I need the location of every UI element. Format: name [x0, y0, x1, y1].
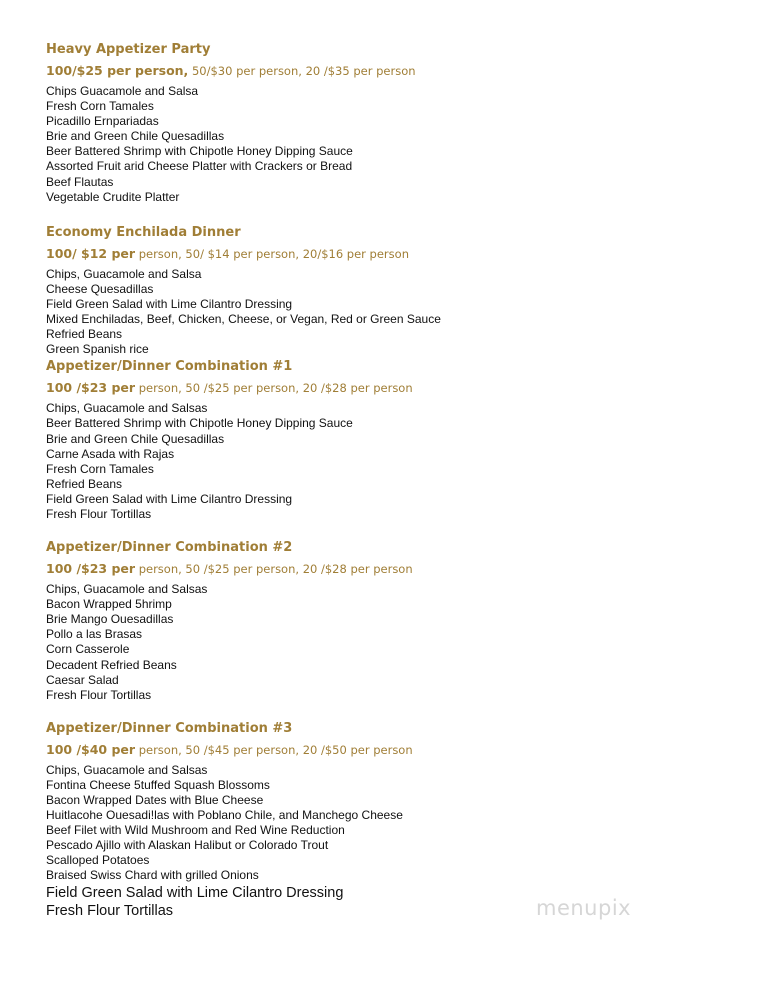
section-title: Appetizer/Dinner Combination #2 — [46, 540, 293, 556]
price-primary: 100/ $12 per — [46, 245, 136, 261]
section-combination-2 — [46, 538, 726, 703]
menu-item: Chips, Guacamole and Salsas — [46, 401, 208, 416]
section-title: Economy Enchilada Dinner — [46, 224, 241, 240]
menu-item: Field Green Salad with Lime Cilantro Dressing — [46, 884, 344, 901]
menu-item: Green Spanish rice — [46, 342, 149, 357]
price-other: person, 50 /$45 per person, 20 /$50 per person — [135, 742, 413, 757]
section-economy-enchilada-dinner — [46, 223, 726, 358]
menu-item-list — [46, 582, 726, 703]
menu-item: Brie and Green Chile Quesadillas — [46, 431, 225, 446]
price-primary: 100 /$40 per — [46, 741, 136, 757]
section-combination-1 — [46, 357, 726, 522]
price-line — [46, 558, 726, 580]
menu-item: Braised Swiss Chard with grilled Onions — [46, 868, 259, 883]
menu-page — [46, 40, 726, 920]
price-primary: 100/$25 per person, — [46, 63, 189, 78]
section-title: Appetizer/Dinner Combination #3 — [46, 720, 293, 736]
menu-item: Mixed Enchiladas, Beef, Chicken, Cheese, or Vegan, Red or Green Sauce — [46, 312, 441, 327]
menu-item: Fresh Corn Tamales — [46, 99, 154, 114]
menu-item: Field Green Salad with Lime Cilantro Dressing — [46, 296, 293, 311]
menu-item: Field Green Salad with Lime Cilantro Dressing — [46, 491, 293, 506]
menu-item: Beer Battered Shrimp with Chipotle Honey Dipping Sauce — [46, 144, 353, 159]
menu-item: Beef Filet with Wild Mushroom and Red Wine Reduction — [46, 823, 345, 838]
menu-item: Fresh Corn Tamales — [46, 461, 154, 476]
menu-item-list — [46, 267, 726, 358]
menu-item: Chips, Guacamole and Salsas — [46, 582, 208, 597]
section-title: Appetizer/Dinner Combination #1 — [46, 359, 293, 375]
menu-item: Chips Guacamole and Salsa — [46, 84, 199, 98]
price-line — [46, 243, 726, 265]
menu-item: Fresh Flour Tortillas — [46, 902, 174, 919]
menu-item: Cheese Quesadillas — [46, 281, 154, 296]
menu-item: Carne Asada with Rajas — [46, 446, 175, 461]
menu-item: Refried Beans — [46, 476, 123, 491]
menu-item: Bacon Wrapped Dates with Blue Cheese — [46, 793, 264, 807]
menu-item: Huitlacohe Ouesadi!las with Poblano Chile, and Manchego Cheese — [46, 808, 403, 823]
menu-item: Chips, Guacamole and Salsas — [46, 762, 208, 777]
menu-item: Beef Flautas — [46, 174, 114, 189]
menu-item: Pollo a las Brasas — [46, 627, 143, 642]
price-other: person, 50 /$25 per person, 20 /$28 per person — [135, 562, 413, 577]
menu-item-list — [46, 84, 726, 205]
price-other: person, 50 /$25 per person, 20 /$28 per person — [135, 381, 413, 396]
menu-item: Brie Mango Ouesadillas — [46, 612, 174, 627]
section-title: Heavy Appetizer Party — [46, 42, 211, 57]
menu-item: Refried Beans — [46, 327, 123, 342]
menu-item: Fontina Cheese 5tuffed Squash Blossoms — [46, 777, 270, 792]
menu-item: Vegetable Crudite Platter — [46, 189, 180, 204]
price-primary: 100 /$23 per — [46, 380, 136, 396]
menu-item: Fresh Flour Tortillas — [46, 687, 152, 702]
price-other: person, 50/ $14 per person, 20/$16 per person — [135, 246, 409, 261]
section-combination-3 — [46, 719, 726, 920]
price-line — [46, 739, 726, 761]
menu-item: Brie and Green Chile Quesadillas — [46, 129, 225, 144]
menu-item: Decadent Refried Beans — [46, 657, 177, 672]
price-primary: 100 /$23 per — [46, 561, 136, 577]
price-other: 50/$30 per person, 20 /$35 per person — [188, 64, 416, 78]
menu-item: Corn Casserole — [46, 642, 130, 657]
menu-item: Assorted Fruit arid Cheese Platter with Crackers or Bread — [46, 159, 353, 174]
menu-item: Picadillo Ernpariadas — [46, 114, 159, 129]
menu-item: Beer Battered Shrimp with Chipotle Honey Dipping Sauce — [46, 416, 353, 431]
price-line — [46, 377, 726, 399]
menu-item-list — [46, 401, 726, 522]
menu-item: Bacon Wrapped 5hrimp — [46, 597, 172, 612]
price-line — [46, 60, 726, 82]
menu-item: Scalloped Potatoes — [46, 853, 150, 868]
menu-item: Chips, Guacamole and Salsa — [46, 266, 202, 281]
menu-item: Pescado Ajillo with Alaskan Halibut or Colorado Trout — [46, 838, 329, 853]
menu-item: Fresh Flour Tortillas — [46, 506, 152, 521]
menu-item: Caesar Salad — [46, 672, 119, 687]
menupix-watermark: menupix — [536, 896, 632, 920]
section-heavy-appetizer-party — [46, 40, 726, 205]
